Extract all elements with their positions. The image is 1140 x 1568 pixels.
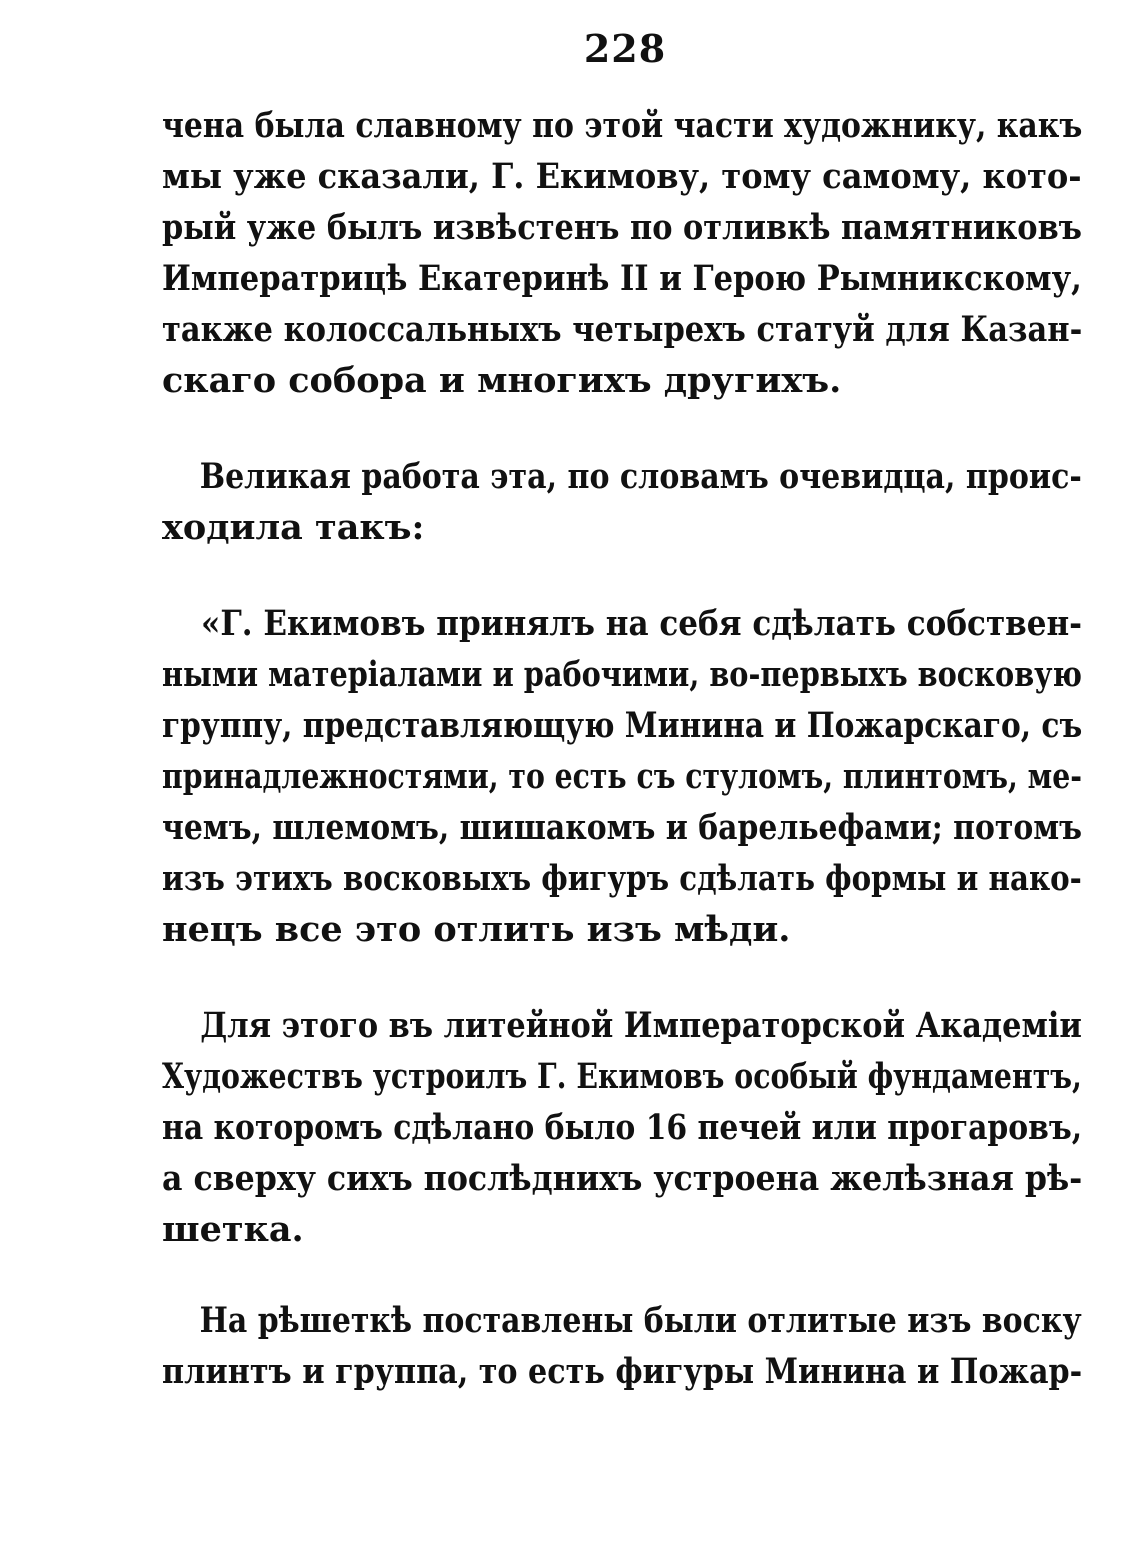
text-line: Императрицѣ Екатеринѣ II и Герою Рымникскому, bbox=[162, 258, 1082, 299]
text-line: На рѣшеткѣ поставлены были отлитые изъ воску bbox=[199, 1300, 1082, 1341]
paragraph-gap bbox=[162, 1255, 1082, 1295]
text-line: ходила такъ: bbox=[162, 507, 425, 548]
text-line: на которомъ сдѣлано было 16 печей или прогаровъ, bbox=[162, 1107, 1083, 1148]
text-line: рый уже былъ извѣстенъ по отливкѣ памятниковъ bbox=[162, 207, 1082, 248]
text-line: также колоссальныхъ четырехъ статуй для Казан- bbox=[162, 309, 1083, 350]
text-line: шетка. bbox=[162, 1209, 304, 1250]
text-line: скаго собора и многихъ другихъ. bbox=[162, 360, 842, 401]
text-line: «Г. Екимовъ принялъ на себя сдѣлать собствен- bbox=[200, 603, 1083, 644]
paragraph-5 bbox=[162, 1295, 1082, 1397]
paragraph-4 bbox=[162, 1000, 1082, 1255]
text-line: группу, представляющую Минина и Пожарскаго, съ bbox=[162, 705, 1083, 746]
paragraph-gap bbox=[162, 553, 1082, 598]
text-line: Художествъ устроилъ Г. Екимовъ особый фундаментъ, bbox=[162, 1056, 1082, 1097]
text-line: чена была славному по этой части художнику, какъ bbox=[162, 105, 1083, 146]
page-number: 228 bbox=[583, 26, 667, 71]
text-line: изъ этихъ восковыхъ фигуръ сдѣлать формы и нако- bbox=[162, 858, 1082, 899]
paragraph-gap bbox=[162, 406, 1082, 451]
paragraph-1 bbox=[162, 100, 1082, 406]
text-line: Для этого въ литейной Императорской Академіи bbox=[200, 1005, 1082, 1046]
text-line: ными матеріалами и рабочими, во-первыхъ восковую bbox=[162, 654, 1083, 695]
text-line: чемъ, шлемомъ, шишакомъ и барельефами; потомъ bbox=[162, 807, 1082, 848]
text-line: принадлежностями, то есть съ стуломъ, плинтомъ, ме- bbox=[162, 756, 1082, 797]
paragraph-gap bbox=[162, 955, 1082, 1000]
text-line: нецъ все это отлить изъ мѣди. bbox=[162, 909, 791, 950]
paragraph-3 bbox=[162, 598, 1082, 955]
text-line: Великая работа эта, по словамъ очевидца, проис- bbox=[199, 456, 1082, 497]
text-line: мы уже сказали, Г. Екимову, тому самому, кото- bbox=[162, 156, 1082, 197]
body-text bbox=[162, 100, 1082, 1397]
text-line: а сверху сихъ послѣднихъ устроена желѣзная рѣ- bbox=[162, 1158, 1083, 1199]
text-line: плинтъ и группа, то есть фигуры Минина и Пожар- bbox=[162, 1351, 1083, 1392]
paragraph-2 bbox=[162, 451, 1082, 553]
